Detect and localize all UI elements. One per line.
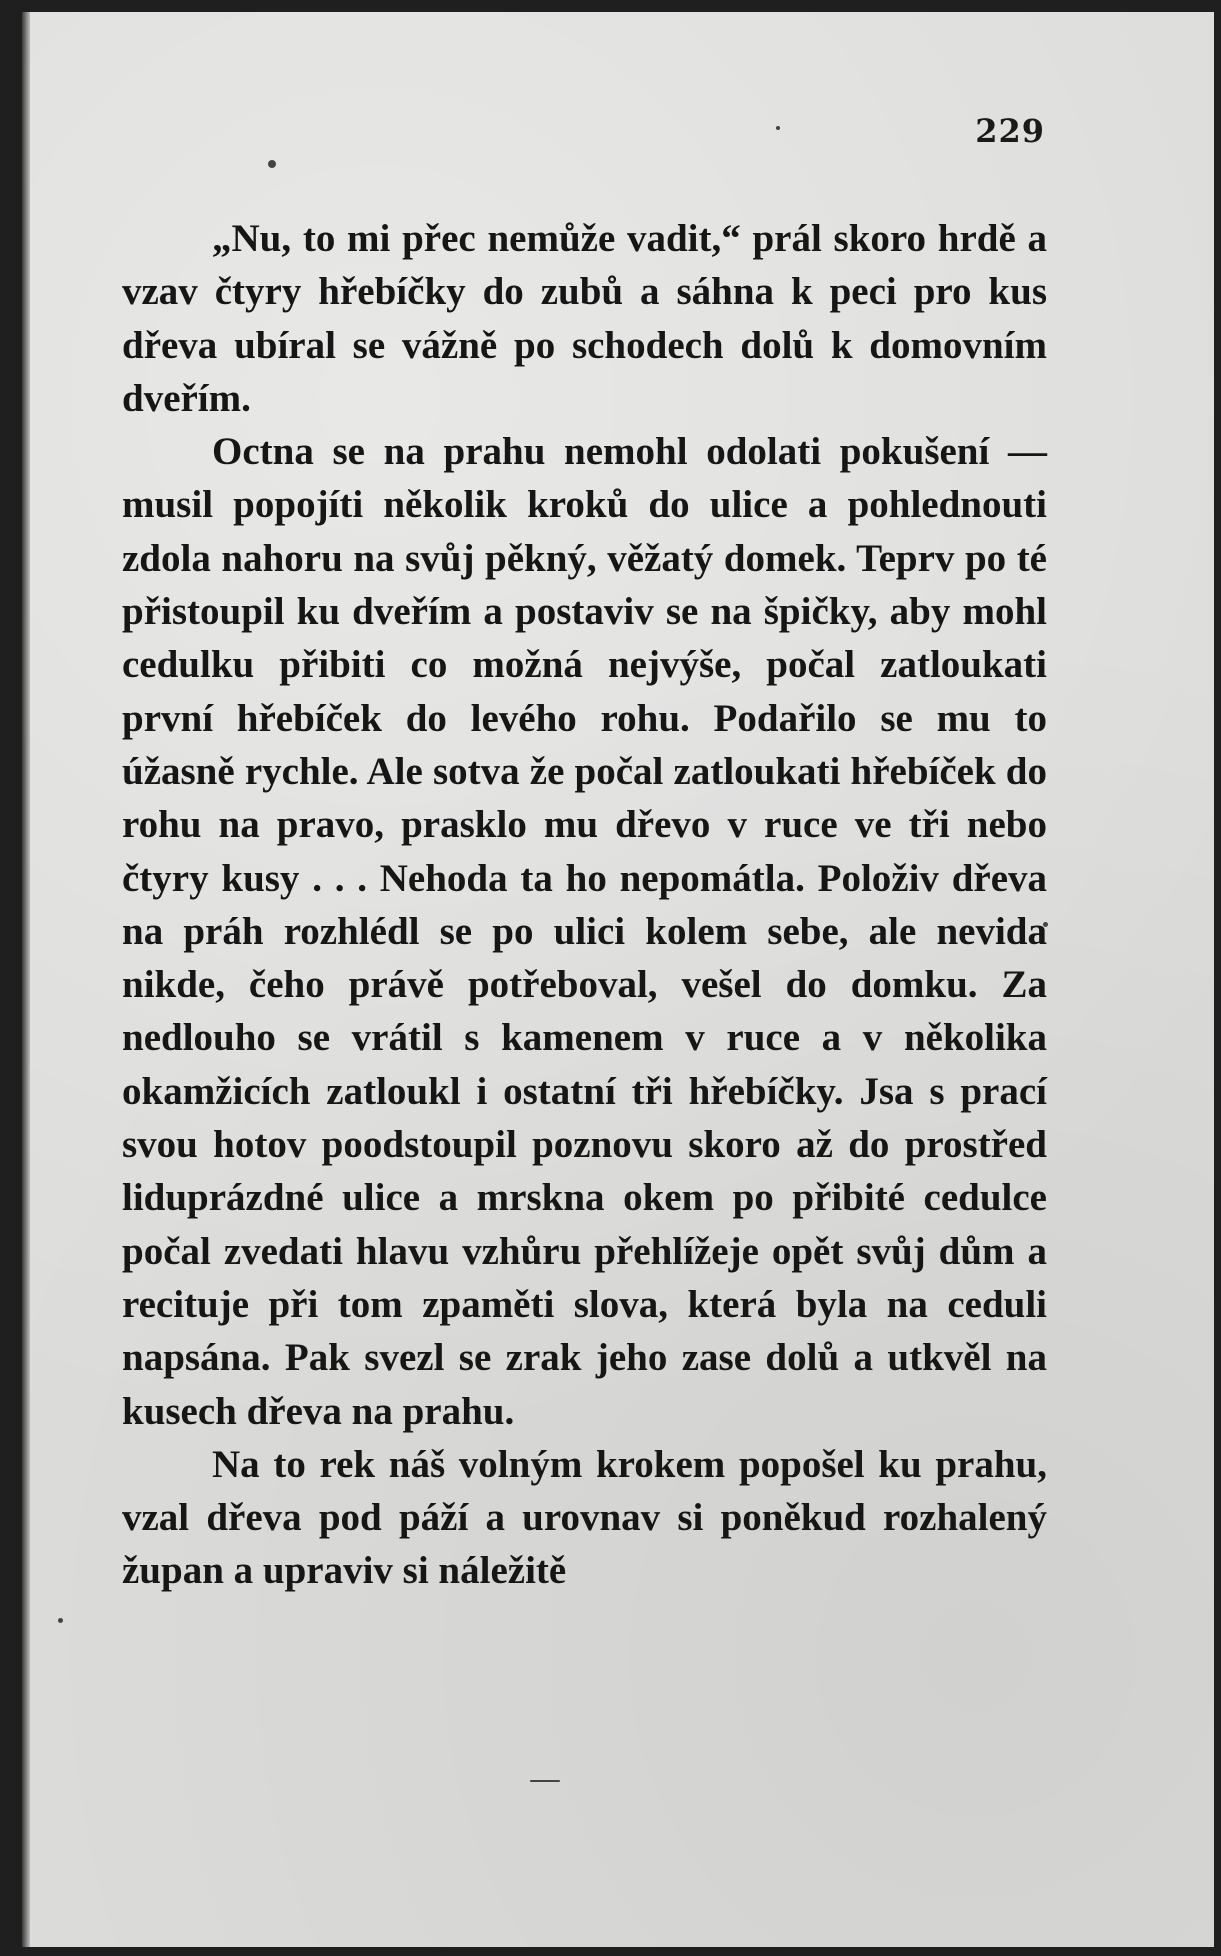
page-binding-edge [22, 12, 30, 1947]
body-text [122, 212, 1047, 1598]
paragraph: Na to rek náš volným krokem popošel ku prahu, vzal dřeva pod páží a urovnav si poněkud rozhalený župan a upraviv si náležitě [122, 1442, 1047, 1593]
ink-speck [776, 126, 780, 130]
ink-speck [530, 1780, 560, 1782]
ink-speck [58, 1618, 63, 1623]
paragraph: Octna se na prahu nemohl odolati pokušení — musil popojíti několik kroků do ulice a pohlednouti zdola nahoru na svůj pěkný, věžatý domek. Teprv po té přistoupil ku dveřím a postaviv se na špičky, aby mohl cedulku přibiti co možná nejvýše, počal zatloukati první hřebíček do levého rohu. Podařilo se mu to úžasně rychle. Ale sotva že počal zatloukati hřebíček do rohu na pravo, prasklo mu dřevo v ruce ve tři nebo čtyry kusy . . . Nehoda ta ho nepomátla. Položiv dřeva na práh rozhlédl se po ulici kolem sebe, ale nevida nikde, čeho právě potřeboval, vešel do domku. Za nedlouho se vrátil s kamenem v ruce a v několika okamžicích zatloukl i ostatní tři hřebíčky. Jsa s prací svou hotov poodstoupil poznovu skoro až do prostřed liduprázdné ulice a mrskna okem po přibité cedulce počal zvedati hlavu vzhůru přehlížeje opět svůj dům a recituje při tom zpaměti slova, která byla na ceduli napsána. Pak svezl se zrak jeho zase dolů a utkvěl na kusech dřeva na prahu. [122, 430, 1047, 1433]
ink-speck [268, 160, 276, 168]
paragraph: „Nu, to mi přec nemůže vadit,“ prál skoro hrdě a vzav čtyry hřebíčky do zubů a sáhna k peci pro kus dřeva ubíral se vážně po schodech dolů k domovním dveřím. [122, 217, 1047, 420]
page-number: 229 [975, 112, 1045, 150]
